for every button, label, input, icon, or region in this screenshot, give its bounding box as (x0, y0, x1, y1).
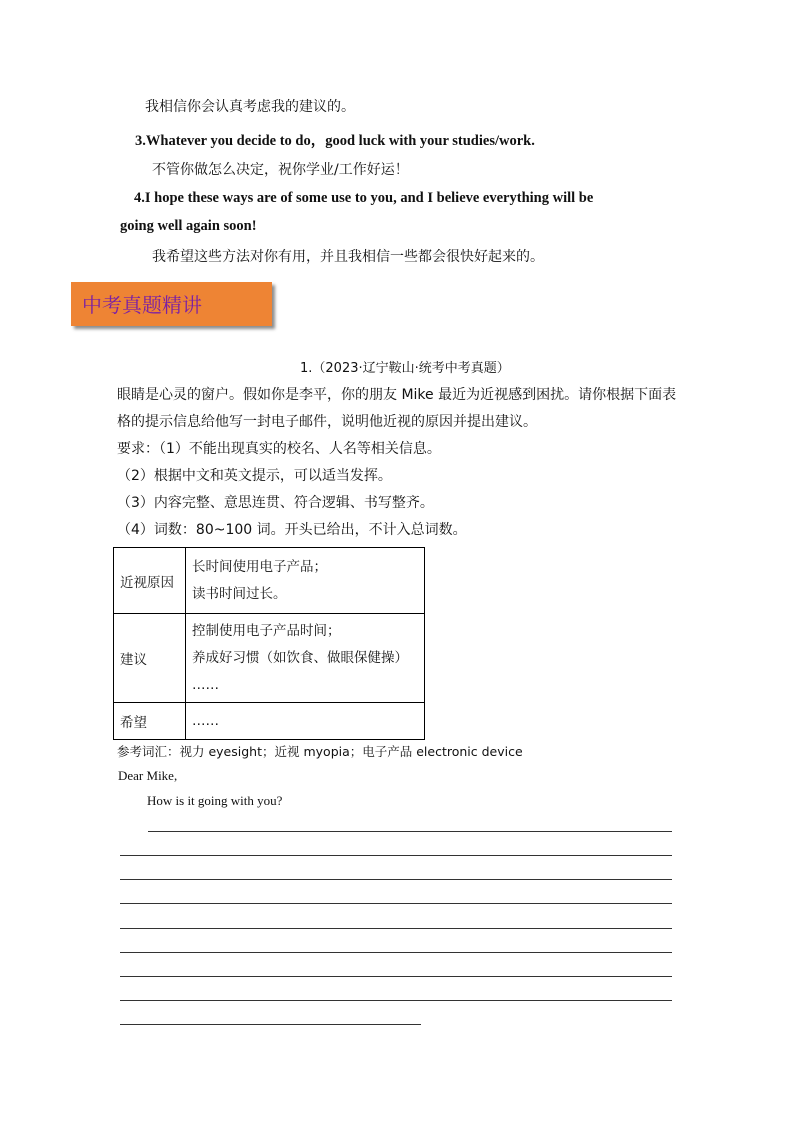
item-3-english: 3.Whatever you decide to do，good luck with your studies/work. (135, 133, 535, 149)
question-source: 1.（2023·辽宁鞍山·统考中考真题） (300, 361, 510, 376)
writing-line[interactable] (120, 903, 672, 904)
hint-table (113, 547, 425, 740)
table-row-advice (114, 614, 425, 703)
requirement-3: （3）内容完整、意思连贯、符合逻辑、书写整齐。 (117, 495, 434, 511)
hope-line-1: …… (192, 712, 219, 729)
writing-line[interactable] (120, 879, 672, 880)
table-row-hope (114, 703, 425, 740)
requirement-2: （2）根据中文和英文提示，可以适当发挥。 (117, 468, 392, 484)
intro-sentence-cn: 我相信你会认真考虑我的建议的。 (145, 99, 355, 115)
cause-line-1: 长时间使用电子产品； (192, 558, 327, 575)
writing-line[interactable] (120, 855, 672, 856)
table-row-cause (114, 548, 425, 614)
advice-line-3: …… (192, 676, 219, 693)
section-banner-title: 中考真题精讲 (82, 293, 202, 317)
row-content-cause (186, 548, 425, 614)
item-4-english-line1: 4.I hope these ways are of some use to you, and I believe everything will be (134, 190, 594, 206)
question-paragraph-line2: 格的提示信息给他写一封电子邮件，说明他近视的原因并提出建议。 (117, 414, 537, 430)
writing-line[interactable] (120, 952, 672, 953)
row-content-advice (186, 614, 425, 703)
writing-line[interactable] (148, 831, 672, 832)
item-4-english-line2: going well again soon! (120, 218, 257, 234)
advice-line-1: 控制使用电子产品时间； (192, 622, 341, 639)
advice-line-2: 养成好习惯（如饮食、做眼保健操） (192, 649, 408, 666)
reference-vocabulary: 参考词汇：视力 eyesight；近视 myopia；电子产品 electronic device (117, 744, 523, 759)
item-4-chinese: 我希望这些方法对你有用，并且我相信一些都会很快好起来的。 (152, 249, 544, 265)
writing-line[interactable] (120, 928, 672, 929)
item-3-chinese: 不管你做怎么决定，祝你学业/工作好运！ (152, 162, 409, 178)
requirement-1: 要求：（1）不能出现真实的校名、人名等相关信息。 (117, 441, 441, 457)
section-banner (71, 282, 272, 326)
row-label-cause: 近视原因 (114, 548, 186, 614)
question-paragraph-line1: 眼睛是心灵的窗户。假如你是李平，你的朋友 Mike 最近为近视感到困扰。请你根据下面表 (117, 387, 677, 403)
letter-opening: How is it going with you? (147, 793, 283, 808)
row-label-hope: 希望 (114, 703, 186, 740)
writing-line[interactable] (120, 1000, 672, 1001)
letter-greeting: Dear Mike, (118, 768, 178, 783)
requirement-4: （4）词数：80~100 词。开头已给出，不计入总词数。 (117, 522, 467, 538)
row-label-advice: 建议 (114, 614, 186, 703)
writing-line[interactable] (120, 1024, 421, 1025)
writing-line[interactable] (120, 976, 672, 977)
cause-line-2: 读书时间过长。 (192, 585, 287, 602)
row-content-hope (186, 703, 425, 740)
